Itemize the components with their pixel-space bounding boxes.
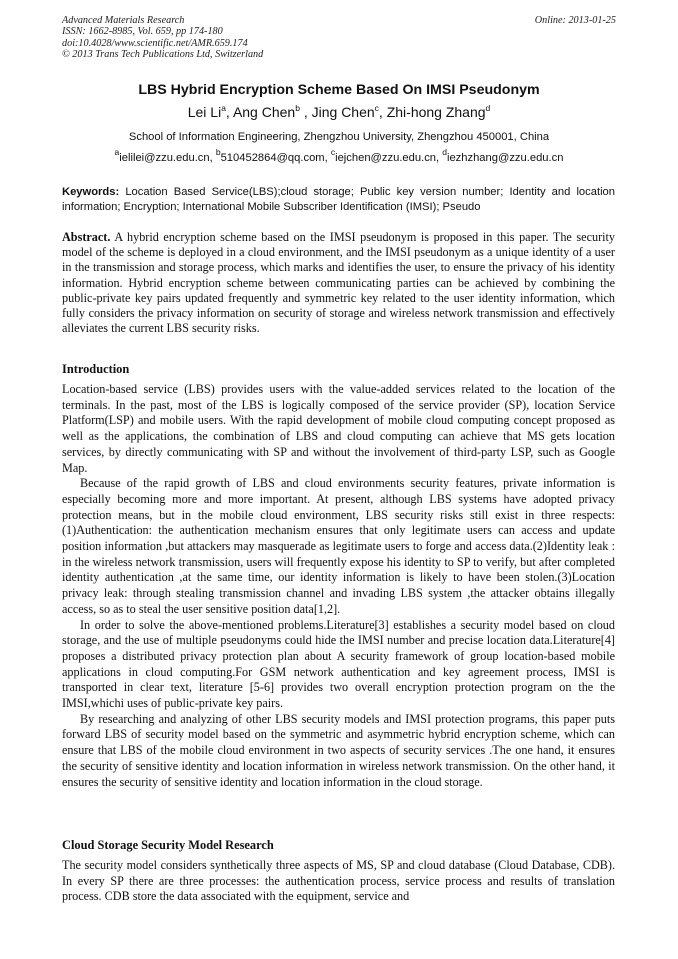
abstract-label: Abstract. <box>62 230 111 244</box>
email-superscript: d <box>442 147 447 157</box>
keywords-block <box>62 185 615 215</box>
paragraph: The security model considers synthetically three aspects of MS, SP and cloud database (Cloud Database, CDB). In every SP there are three processes: the authentication process, service process and results of translation process. CDB store the data associated with the equipment, service and <box>62 858 615 904</box>
author-superscript: a <box>221 103 226 113</box>
paper-title: LBS Hybrid Encryption Scheme Based On IMSI Pseudonym <box>138 82 540 98</box>
paragraph: In order to solve the above-mentioned problems.Literature[3] establishes a security model based on cloud storage, and the use of multiple pseudonyms could hide the IMSI number and precise location data.Literature[4] proposes a distributed privacy protection plan about A security framework of group location-based mobile applications in cloud computing.For GSM network authentication and key agreement process, IMSI is transported in clear text, literature [5-6] provides two overall encryption protection program on the the IMSI,whichi uses of public-private key pairs. <box>62 617 615 711</box>
author-name: Ang Chen <box>232 104 296 120</box>
paragraph: Location-based service (LBS) provides users with the value-added services related to the location of the terminals. In the past, most of the LBS is logically composed of the service provider (SP), location Service Platform(LSP) and mobile users. With the rapid development of mobile cloud computing concept proposed as well as the applications, the combination of LBS and cloud computing can achieve that MS gets location services, by directly communicating with SP and without the involvement of third-party LSP, such as Google Map. <box>62 382 615 475</box>
section-body <box>62 858 615 905</box>
issn-line: ISSN: 1662-8985, Vol. 659, pp 174-180 <box>62 26 223 38</box>
email-superscript: b <box>215 147 221 157</box>
author-name: Lei Li <box>187 104 222 120</box>
email-superscript: a <box>114 147 120 157</box>
online-date: Online: 2013-01-25 <box>534 15 616 26</box>
keywords-label: Keywords: <box>62 186 120 198</box>
email-address: iezhzhang@zzu.edu.cn <box>446 152 564 164</box>
email-address: iejchen@zzu.edu.cn, <box>335 152 443 164</box>
section-body <box>62 382 615 790</box>
author-name: Jing Chen <box>311 104 375 120</box>
author-separator: , <box>299 104 312 120</box>
author-superscript: d <box>485 103 491 113</box>
doi-line: doi:10.4028/www.scientific.net/AMR.659.174 <box>62 37 248 49</box>
author-superscript: c <box>374 103 379 113</box>
author-separator: , <box>378 104 387 120</box>
author-superscript: b <box>295 103 300 113</box>
abstract-text: A hybrid encryption scheme based on the IMSI pseudonym is proposed in this paper. The security model of the scheme is deployed in a cloud environment, and the IMSI pseudonym as a unique identity of a user in the transmission and storage process, which marks and identifies the user, to ensure the privacy of his identity information. Hybrid encryption scheme between communicating parties can be achieved by combining the public-private key pairs updated frequently and symmetric key related to the user identity information, which fully considers the privacy information on security of storage and wireless network transmission and effectively alleviates the current LBS security risks. <box>62 230 615 336</box>
affiliation: School of Information Engineering, Zhengzhou University, Zhengzhou 450001, China <box>128 131 550 143</box>
abstract-block <box>62 230 615 336</box>
email-address: ielilei@zzu.edu.cn, <box>119 152 216 164</box>
journal-name: Advanced Materials Research <box>62 15 185 26</box>
paragraph: By researching and analyzing of other LBS security models and IMSI protection programs, this paper puts forward LBS of security model based on the symmetric and asymmetric hybrid encryption scheme, which can ensure that LBS of the mobile cloud environment in two aspects of security services .The one hand, it ensures the security of sensitive identity and location information in wireless network transmission. On the other hand, it ensures the security of sensitive identity and location information in the cloud storage. <box>62 711 615 789</box>
author-separator: , <box>225 104 233 120</box>
email-superscript: c <box>330 147 336 157</box>
section-heading: Cloud Storage Security Model Research <box>62 838 274 852</box>
copyright-line: © 2013 Trans Tech Publications Ltd, Switzerland <box>62 49 264 61</box>
paragraph: Because of the rapid growth of LBS and cloud environments security features, private information is especially becoming more and more important. At present, although LBS systems have adopted privacy protection means, but in the mobile cloud environment, LBS security risks still exist in three respects:(1)Authentication: the authentication mechanism ensures that only legitimate users can access and update position information ,but attackers may masquerade as legitimate users to forge and access data.(2)Identity leak : in the wireless network transmission, users will frequently expose his identity to SP to verify, but after completed identity authentication ,at the same time, our identity information is likely to have been stolen.(3)Location privacy leak: through stealing transmission channel and invading LBS system ,the attacker obtains illegally access, so as to steal the user sensitive position data[1,2]. <box>62 476 615 616</box>
section-heading: Introduction <box>62 362 130 376</box>
email-address: 510452864@qq.com, <box>220 152 331 164</box>
author-list <box>0 104 678 120</box>
author-name: Zhi-hong Zhang <box>386 104 486 120</box>
keywords-text: Location Based Service(LBS);cloud storage; Public key version number; Identity and location information; Encryption; International Mobile Subscriber Identification (IMSI); Pseudo <box>62 186 616 213</box>
email-list <box>0 147 678 164</box>
journal-header <box>62 15 263 61</box>
